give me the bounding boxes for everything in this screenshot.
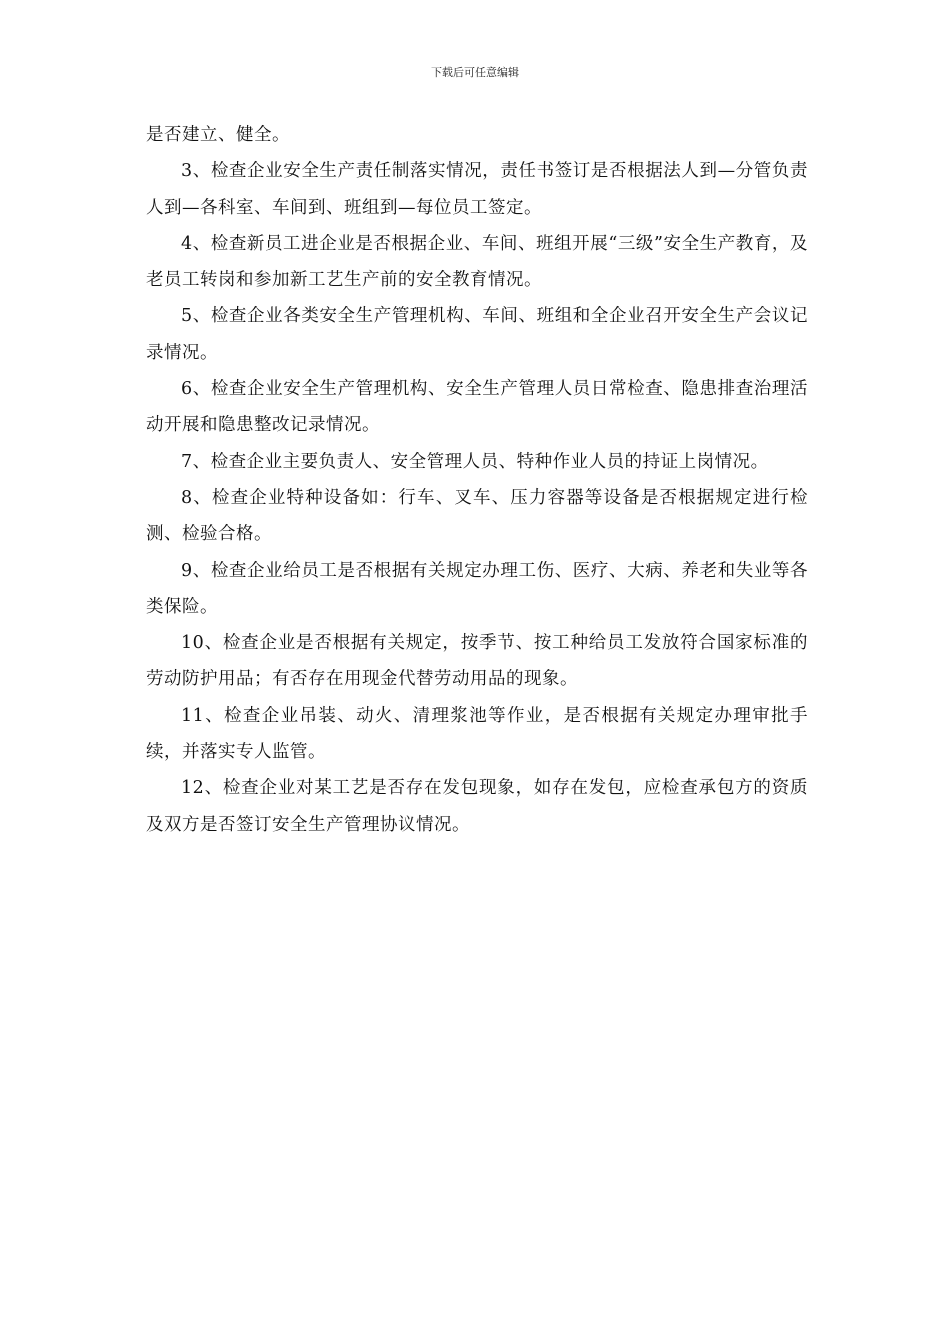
paragraph-item-5: 5、检查企业各类安全生产管理机构、车间、班组和全企业召开安全生产会议记录情况。 xyxy=(146,306,808,363)
paragraph-item-11: 11、检查企业吊装、动火、清理浆池等作业，是否根据有关规定办理审批手续，并落实专人监管。 xyxy=(146,705,808,763)
paragraph-continuation: 是否建立、健全。 xyxy=(146,125,290,145)
paragraph-item-9: 9、检查企业给员工是否根据有关规定办理工伤、医疗、大病、养老和失业等各类保险。 xyxy=(146,560,808,617)
paragraph-item-7: 7、检查企业主要负责人、安全管理人员、特种作业人员的持证上岗情况。 xyxy=(181,451,769,472)
header-note: 下载后可任意编辑 xyxy=(431,66,519,79)
paragraph-item-12: 12、检查企业对某工艺是否存在发包现象，如存在发包，应检查承包方的资质及双方是否签订安全生产管理协议情况。 xyxy=(146,778,808,835)
paragraph-item-10: 10、检查企业是否根据有关规定，按季节、按工种给员工发放符合国家标准的劳动防护用品；有否存在用现金代替劳动用品的现象。 xyxy=(146,633,808,690)
paragraph-item-6: 6、检查企业安全生产管理机构、安全生产管理人员日常检查、隐患排查治理活动开展和隐患整改记录情况。 xyxy=(146,379,808,436)
paragraph-item-3: 3、检查企业安全生产责任制落实情况，责任书签订是否根据法人到—分管负责人到—各科室、车间到、班组到—每位员工签定。 xyxy=(146,161,808,218)
paragraph-item-4: 4、检查新员工进企业是否根据企业、车间、班组开展“三级”安全生产教育，及老员工转岗和参加新工艺生产前的安全教育情况。 xyxy=(146,233,808,291)
paragraph-item-8: 8、检查企业特种设备如：行车、叉车、压力容器等设备是否根据规定进行检测、检验合格。 xyxy=(146,487,808,545)
document-body xyxy=(146,117,808,843)
